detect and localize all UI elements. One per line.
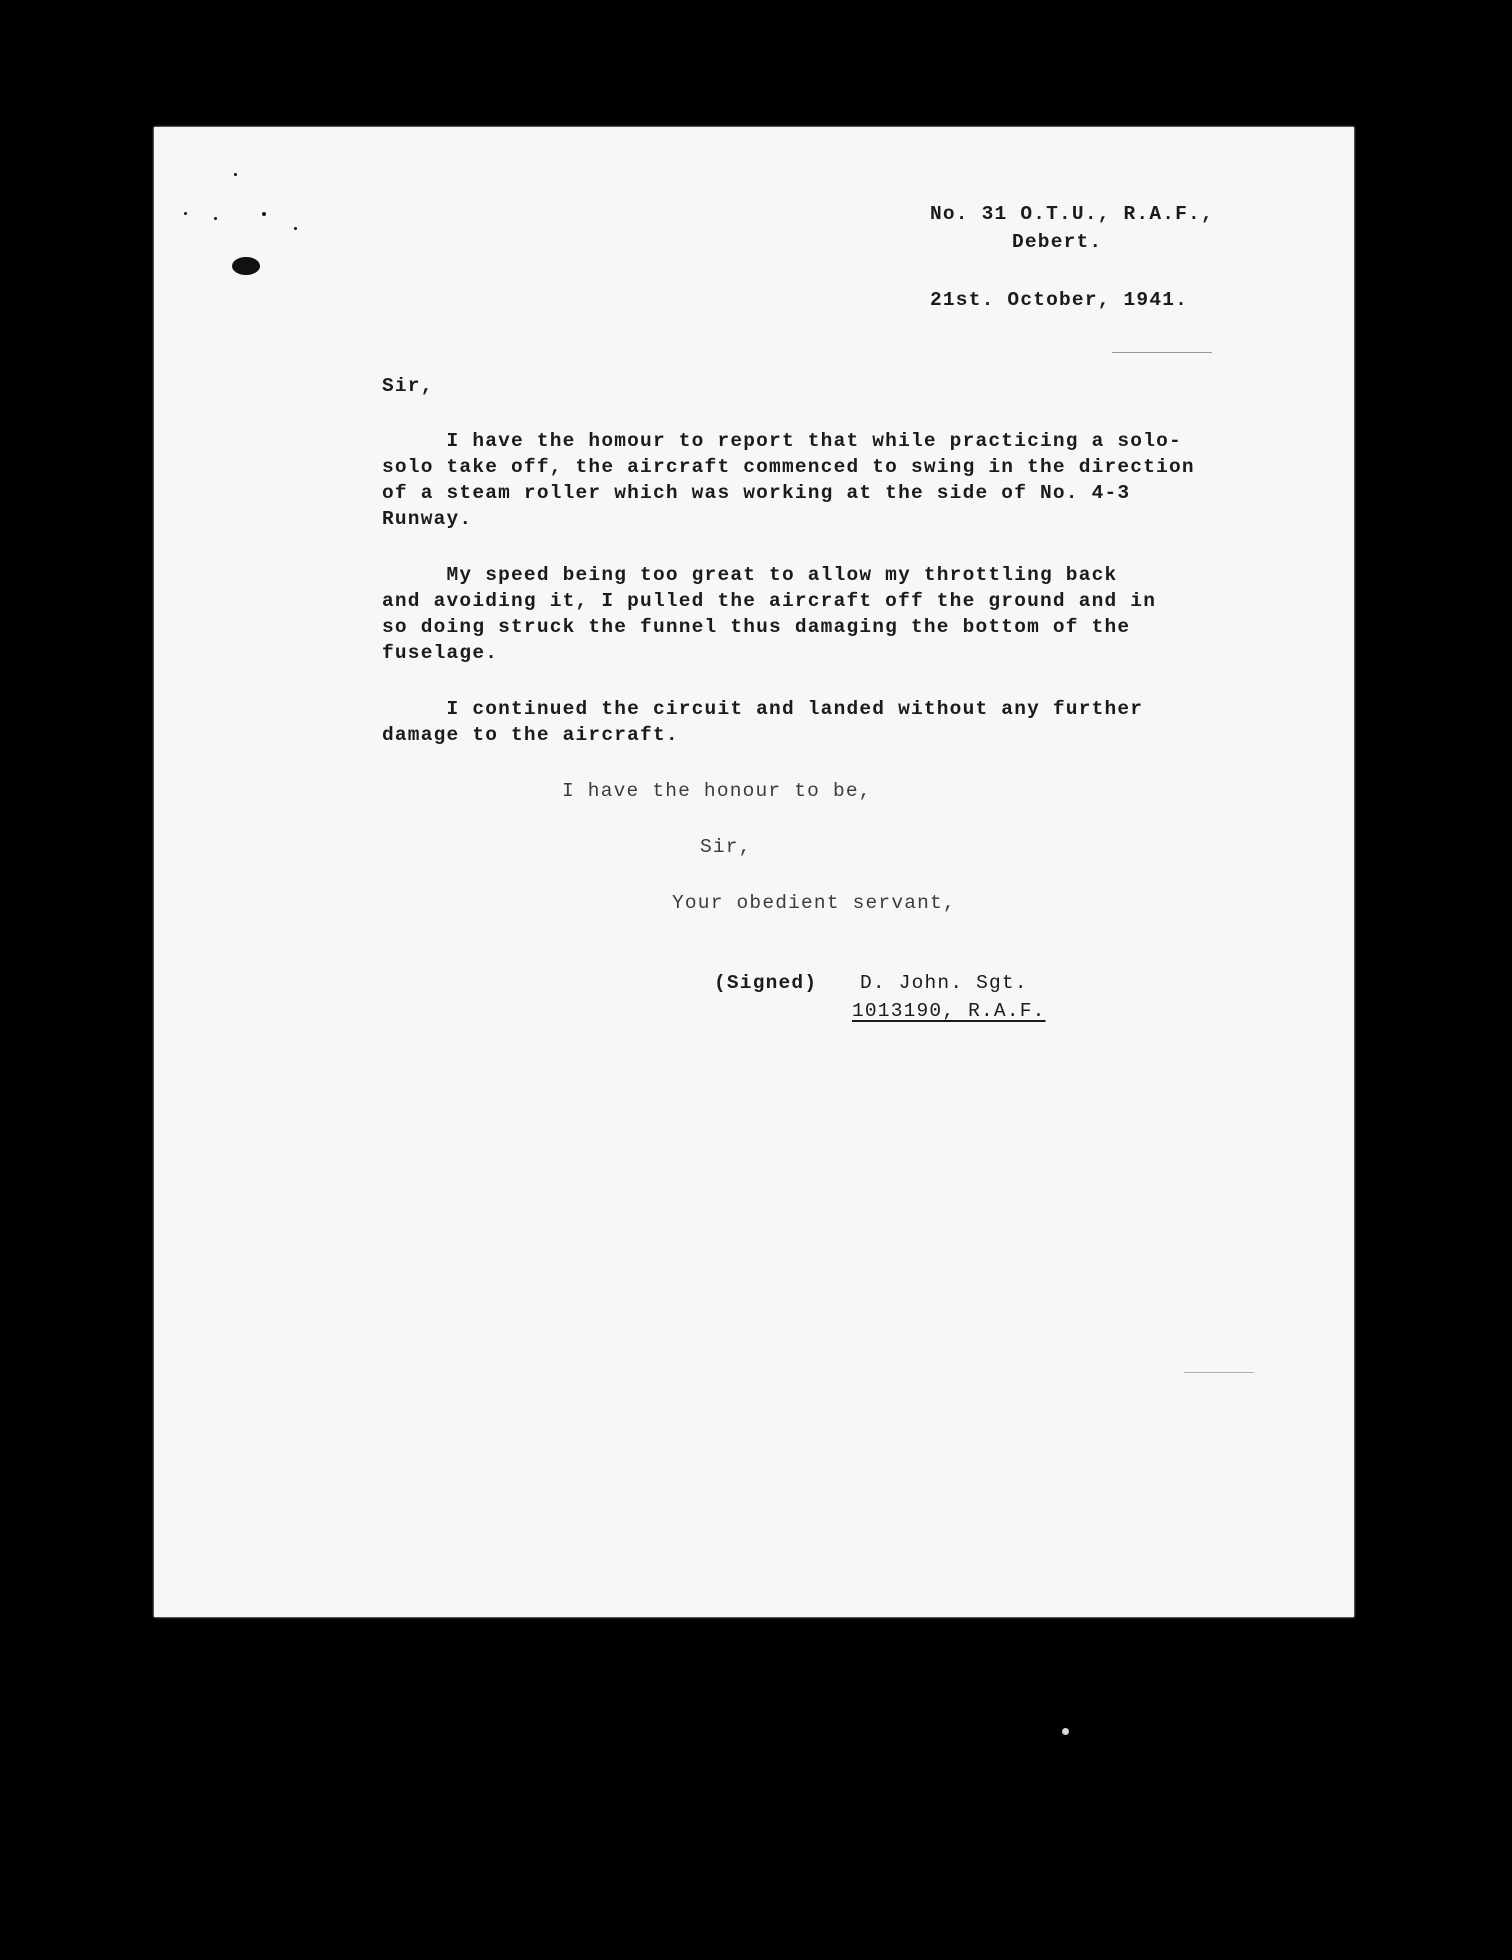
closing-line-1: I have the honour to be,: [562, 780, 872, 802]
unit-line: No. 31 O.T.U., R.A.F.,: [930, 203, 1214, 225]
faint-rule: [1184, 1372, 1254, 1373]
paragraph-3-line-2: damage to the aircraft.: [382, 724, 679, 746]
date-line: 21st. October, 1941.: [930, 289, 1189, 311]
closing-line-2: Sir,: [700, 836, 752, 858]
signed-label: (Signed): [714, 972, 818, 994]
ink-speck: [294, 227, 297, 230]
signatory-name: D. John. Sgt.: [860, 972, 1028, 994]
ink-speck: [262, 212, 266, 216]
scan-speck: [1062, 1728, 1069, 1735]
ink-speck: [214, 217, 217, 220]
salutation: Sir,: [382, 375, 434, 397]
ink-speck: [184, 212, 187, 215]
paragraph-2-line-1: My speed being too great to allow my throttling back: [382, 564, 1118, 586]
paragraph-2-line-3: so doing struck the funnel thus damaging the bottom of the: [382, 616, 1131, 638]
paragraph-1-line-3: of a steam roller which was working at the side of No. 4-3: [382, 482, 1131, 504]
paragraph-2-line-2: and avoiding it, I pulled the aircraft off the ground and in: [382, 590, 1157, 612]
paragraph-1-line-1: I have the homour to report that while practicing a solo-: [382, 430, 1182, 452]
closing-line-3: Your obedient servant,: [672, 892, 956, 914]
ink-speck: [234, 173, 237, 176]
letter-sheet: [154, 127, 1354, 1617]
paragraph-2-line-4: fuselage.: [382, 642, 499, 664]
location-line: Debert.: [1012, 231, 1103, 253]
ink-blot: [232, 257, 260, 275]
paragraph-1-line-4: Runway.: [382, 508, 473, 530]
faint-rule: [1112, 352, 1212, 353]
paragraph-1-line-2: solo take off, the aircraft commenced to swing in the direction: [382, 456, 1195, 478]
paragraph-3-line-1: I continued the circuit and landed without any further: [382, 698, 1144, 720]
service-number: 1013190, R.A.F.: [852, 1000, 1046, 1022]
